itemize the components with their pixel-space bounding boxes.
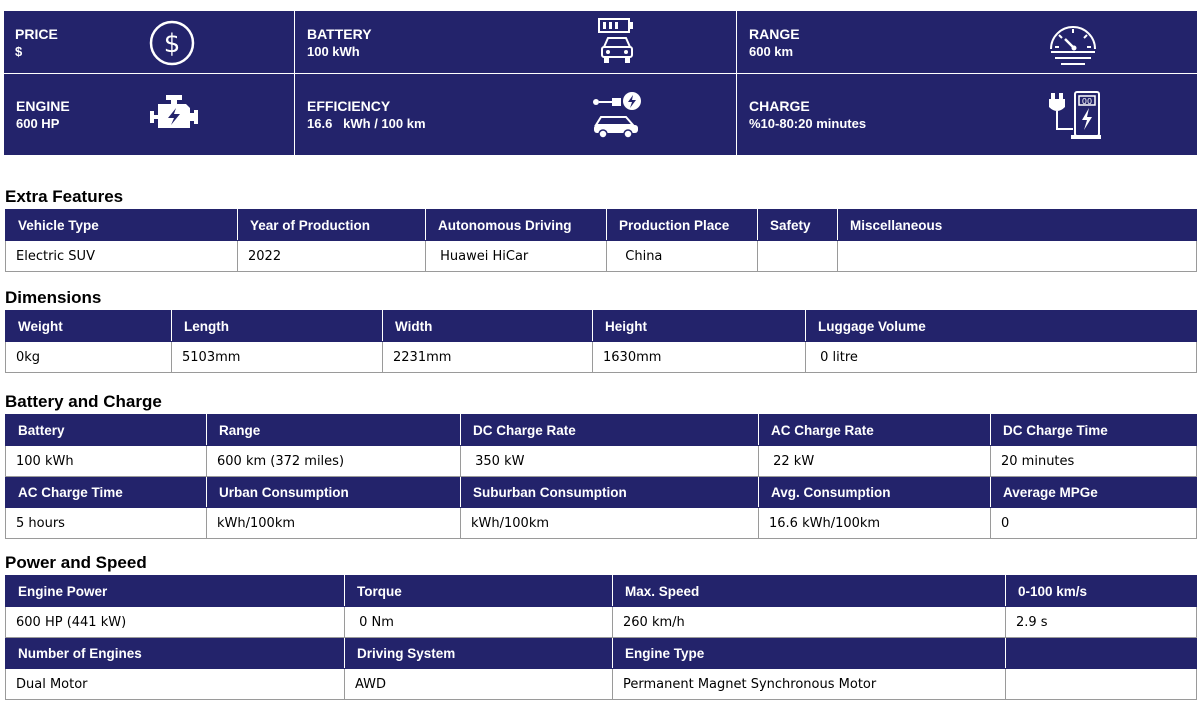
table-row [6, 446, 1197, 477]
table-cell: 0 litre [806, 342, 1197, 373]
table-cell: 100 kWh [6, 446, 207, 477]
power-speed-table [5, 575, 1197, 700]
table-row [6, 607, 1197, 638]
price-label: PRICE [15, 26, 58, 42]
table-cell: China [607, 241, 758, 272]
table-header: AC Charge Time [6, 477, 207, 508]
charge-cell [749, 98, 866, 132]
table-row [6, 508, 1197, 539]
table-cell [1006, 669, 1197, 700]
table-cell: 0kg [6, 342, 172, 373]
table-header [1006, 638, 1197, 669]
extra-features-title: Extra Features [5, 187, 124, 206]
table-header: Average MPGe [991, 477, 1197, 508]
table-header: Safety [758, 210, 838, 241]
table-cell: 5 hours [6, 508, 207, 539]
table-cell: 20 minutes [991, 446, 1197, 477]
dimensions-header-row [6, 311, 1197, 342]
table-header: Length [172, 311, 383, 342]
dollar-icon [148, 19, 196, 67]
table-header: Urban Consumption [207, 477, 461, 508]
table-header: Width [383, 311, 593, 342]
table-cell: 22 kW [759, 446, 991, 477]
table-header: Engine Power [6, 576, 345, 607]
efficiency-cell [307, 98, 426, 132]
table-cell: kWh/100km [207, 508, 461, 539]
power-speed-header-row-2 [6, 638, 1197, 669]
table-cell: 260 km/h [613, 607, 1006, 638]
table-header: Number of Engines [6, 638, 345, 669]
table-header: Battery [6, 415, 207, 446]
table-header: Max. Speed [613, 576, 1006, 607]
table-header: Range [207, 415, 461, 446]
battery-car-icon [596, 17, 638, 69]
table-cell: 2231mm [383, 342, 593, 373]
table-header: Suburban Consumption [461, 477, 759, 508]
price-cell [15, 26, 58, 60]
table-cell: 350 kW [461, 446, 759, 477]
speedometer-icon [1047, 19, 1099, 69]
table-header: Avg. Consumption [759, 477, 991, 508]
table-cell: 2.9 s [1006, 607, 1197, 638]
efficiency-value: 16.6 kWh / 100 km [307, 116, 426, 131]
table-header: Vehicle Type [6, 210, 238, 241]
power-speed-header-row-1 [6, 576, 1197, 607]
svg-text:$: $ [163, 29, 181, 59]
dimensions-title: Dimensions [5, 288, 102, 307]
power-speed-title: Power and Speed [5, 553, 147, 572]
battery-cell [307, 26, 372, 60]
table-row [6, 241, 1197, 272]
table-header: Luggage Volume [806, 311, 1197, 342]
range-label: RANGE [749, 26, 800, 42]
table-cell: Dual Motor [6, 669, 345, 700]
table-cell: 2022 [238, 241, 426, 272]
range-value: 600 km [749, 44, 794, 59]
table-header: Weight [6, 311, 172, 342]
extra-features-table [5, 209, 1197, 272]
table-header: Driving System [345, 638, 613, 669]
table-header: Height [593, 311, 806, 342]
table-cell [838, 241, 1197, 272]
table-header: Miscellaneous [838, 210, 1197, 241]
table-cell: kWh/100km [461, 508, 759, 539]
battery-charge-table [5, 414, 1197, 539]
battery-charge-header-row-2 [6, 477, 1197, 508]
table-header: Engine Type [613, 638, 1006, 669]
table-row [6, 669, 1197, 700]
table-cell: Huawei HiCar [426, 241, 607, 272]
charging-station-icon [1047, 89, 1103, 141]
engine-icon [148, 93, 200, 133]
price-value: $ [15, 44, 23, 59]
table-cell [758, 241, 838, 272]
battery-charge-header-row-1 [6, 415, 1197, 446]
table-row [6, 342, 1197, 373]
table-cell: 600 km (372 miles) [207, 446, 461, 477]
svg-text:00: 00 [1081, 97, 1093, 106]
table-header: Autonomous Driving [426, 210, 607, 241]
table-header: AC Charge Rate [759, 415, 991, 446]
efficiency-label: EFFICIENCY [307, 98, 391, 114]
table-header: Year of Production [238, 210, 426, 241]
table-cell: 600 HP (441 kW) [6, 607, 345, 638]
range-cell [749, 26, 800, 60]
table-header: Production Place [607, 210, 758, 241]
dimensions-table [5, 310, 1197, 373]
table-header: 0-100 km/s [1006, 576, 1197, 607]
table-cell: 0 [991, 508, 1197, 539]
table-cell: 16.6 kWh/100km [759, 508, 991, 539]
table-header: DC Charge Rate [461, 415, 759, 446]
table-cell: Permanent Magnet Synchronous Motor [613, 669, 1006, 700]
table-cell: AWD [345, 669, 613, 700]
table-cell: Electric SUV [6, 241, 238, 272]
engine-label: ENGINE [16, 98, 70, 114]
charge-value: %10-80:20 minutes [749, 116, 867, 131]
summary-banner [4, 11, 1197, 155]
extra-features-header-row [6, 210, 1197, 241]
table-cell: 0 Nm [345, 607, 613, 638]
charge-label: CHARGE [749, 98, 810, 114]
table-cell: 5103mm [172, 342, 383, 373]
battery-value: 100 kWh [307, 44, 360, 59]
table-header: Torque [345, 576, 613, 607]
ev-plug-car-icon [590, 89, 642, 141]
table-cell: 1630mm [593, 342, 806, 373]
battery-charge-title: Battery and Charge [5, 392, 162, 411]
engine-cell [16, 98, 70, 132]
engine-value: 600 HP [16, 116, 60, 131]
battery-label: BATTERY [307, 26, 372, 42]
table-header: DC Charge Time [991, 415, 1197, 446]
